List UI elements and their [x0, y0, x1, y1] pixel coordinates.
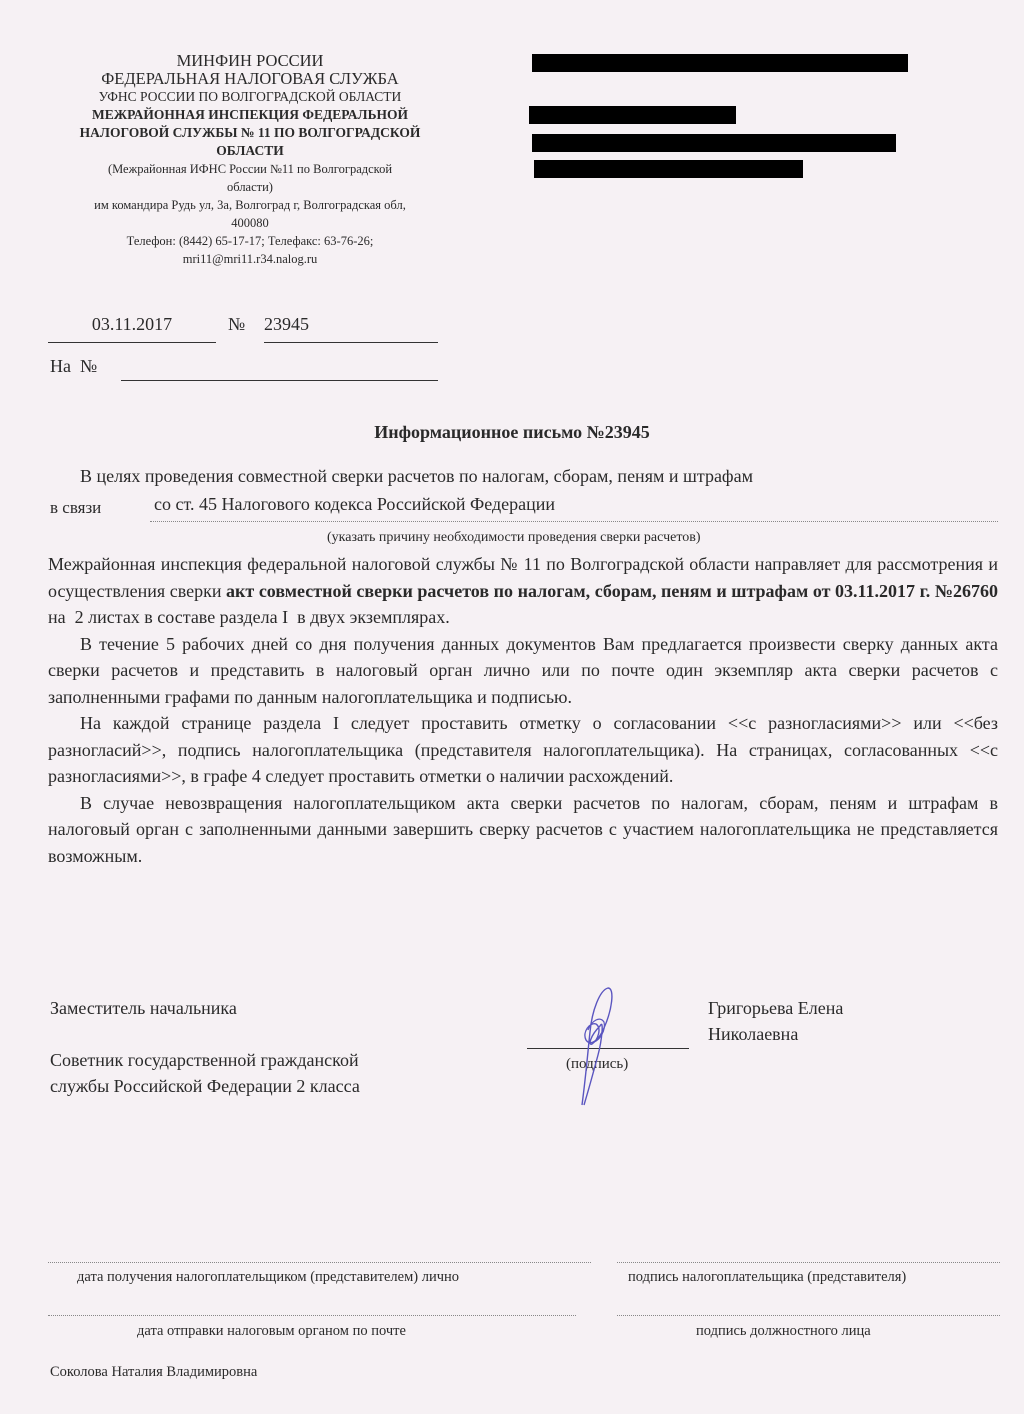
phone-fax: Телефон: (8442) 65-17-17; Телефакс: 63-76-26; [126, 234, 374, 248]
address-2: 400080 [231, 216, 269, 230]
signature-hint: (подпись) [566, 1056, 629, 1072]
service-name: ФЕДЕРАЛЬНАЯ НАЛОГОВАЯ СЛУЖБА [101, 69, 399, 88]
inspection-name-2: НАЛОГОВОЙ СЛУЖБЫ № 11 ПО ВОЛГОГРАДСКОЙ [79, 125, 421, 140]
signer-rank-2: службы Российской Федерации 2 класса [50, 1076, 360, 1096]
letter-title: Информационное письмо №23945 [374, 422, 650, 442]
redacted-recipient-line-1 [532, 54, 908, 72]
ministry-name: МИНФИН РОССИИ [176, 51, 324, 70]
inspection-name-3: ОБЛАСТИ [216, 143, 284, 158]
number-label: № [228, 314, 246, 334]
letter-number-field [264, 314, 438, 343]
redacted-recipient-line-4 [534, 160, 803, 178]
reason-label: в связи [50, 498, 102, 517]
inspection-name-1: МЕЖРАЙОННАЯ ИНСПЕКЦИЯ ФЕДЕРАЛЬНОЙ [91, 107, 409, 122]
address-1: им командира Рудь ул, 3а, Волгоград г, Волгоградская обл, [94, 198, 406, 212]
reply-number-field [121, 358, 438, 381]
paragraph-2: В течение 5 рабочих дней со дня получения данных документов Вам предлагается произвести сверку данных акта сверки расчетов и представить в налоговый орган лично или по почте один экземпляр акта сверки расчетов с заполненными графами по данным налогоплательщика и подписью. [48, 633, 998, 707]
regional-office: УФНС РОССИИ ПО ВОЛГОГРАДСКОЙ ОБЛАСТИ [98, 89, 402, 104]
letter-date: 03.11.2017 [91, 314, 173, 334]
letter-body [48, 551, 1007, 869]
taxpayer-sign-label: подпись налогоплательщика (представителя) [628, 1269, 907, 1285]
paragraph-1-start: Межрайонная инспекция федеральной налоговой службы № 11 по Волгоградской области направляет для рассмотрения и осуществления сверки [48, 554, 998, 601]
redacted-recipient-line-2 [529, 106, 736, 124]
executor-name: Соколова Наталия Владимировна [50, 1364, 258, 1380]
taxpayer-sign-line [617, 1262, 1000, 1263]
short-name-1: (Межрайонная ИФНС России №11 по Волгоградской [107, 162, 393, 176]
sender-header [40, 52, 460, 268]
mail-date-line [48, 1315, 576, 1316]
letter-date-field [48, 314, 216, 343]
paragraph-1 [48, 551, 1007, 631]
redacted-recipient-line-3 [532, 134, 896, 152]
signer-position: Заместитель начальника [50, 998, 237, 1018]
signer-name-1: Григорьева Елена [708, 998, 844, 1018]
paragraph-1-end: на 2 листах в составе раздела I в двух экземплярах. [48, 580, 1007, 627]
handwritten-signature-icon [560, 980, 640, 1110]
official-sign-line [617, 1315, 1000, 1316]
receipt-date-label: дата получения налогоплательщиком (представителем) лично [77, 1269, 460, 1285]
intro-line: В целях проведения совместной сверки расчетов по налогам, сборам, пеням и штрафам [80, 466, 753, 486]
receipt-date-line [48, 1262, 591, 1263]
email: mri11@mri11.r34.nalog.ru [182, 252, 318, 266]
reconciliation-act-reference: акт совместной сверки расчетов по налогам, сборам, пеням и штрафам от 03.11.2017 г. №26760 [226, 580, 998, 601]
paragraph-3: На каждой странице раздела I следует проставить отметку о согласовании <<с разногласиями>> или <<без разногласий>>, подпись налогоплательщика (представителя налогоплательщика). На страницах, согласованных <<с разногласиями>>, в графе 4 следует проставить отметки о наличии расхождений. [48, 713, 998, 786]
official-sign-label: подпись должностного лица [696, 1323, 871, 1339]
mail-date-label: дата отправки налоговым органом по почте [137, 1323, 406, 1339]
reply-number-label: На № [50, 356, 98, 376]
signer-name-2: Николаевна [708, 1024, 799, 1044]
short-name-2: области) [227, 180, 273, 194]
reason-hint: (указать причину необходимости проведения сверки расчетов) [327, 530, 701, 545]
reason-underline [150, 521, 998, 522]
reason-value: со ст. 45 Налогового кодекса Российской Федерации [154, 494, 556, 514]
paragraph-4: В случае невозвращения налогоплательщиком акта сверки расчетов по налогам, сборам, пеням и штрафам в налоговый орган с заполненными данными завершить сверку расчетов с участием налогоплательщика не представляется возможным. [48, 792, 998, 866]
letter-number: 23945 [264, 314, 309, 334]
signer-rank-1: Советник государственной гражданской [50, 1050, 359, 1070]
